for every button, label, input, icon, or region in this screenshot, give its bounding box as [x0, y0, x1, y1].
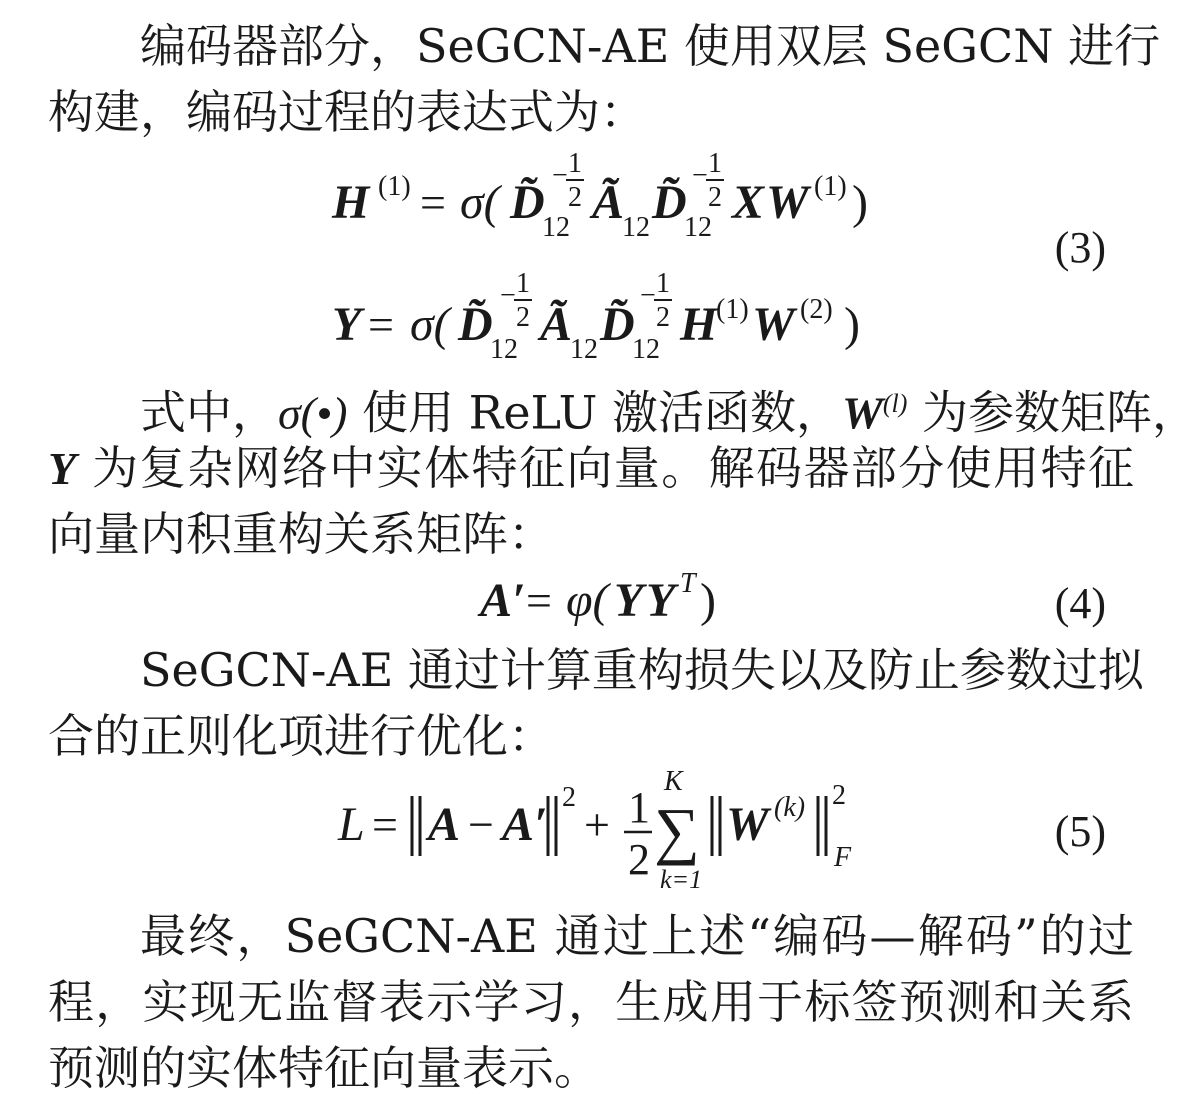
eq3-l2-lhs: Y: [332, 298, 362, 351]
eq3-l1-D1-exp-den: 2: [568, 182, 582, 213]
eq3-l1-A: Ã: [592, 176, 625, 229]
equation-4-number: ( 4 ): [1055, 578, 1106, 629]
eq3-l2-D1: D̃: [458, 298, 493, 351]
eq3-l2-D1-exp-den: 2: [516, 302, 530, 333]
eq5-W: W: [726, 798, 769, 851]
paragraph-3-line-1: SeGCN-AE 通过计算重构损失以及防止参数过拟: [140, 643, 1144, 697]
eq3-l2-close: ): [844, 298, 860, 351]
eq3-l2-D2: D̃: [600, 298, 635, 351]
eq3-l1-D2-minus: −: [692, 160, 708, 191]
eq3-l2-sigma: σ(: [410, 298, 450, 351]
eq3-l1-lhs: H: [332, 176, 370, 229]
paragraph-4-line-1: 最终，SeGCN-AE 通过上述“编码—解码”的过: [140, 909, 1134, 963]
eq5-W-sup: (k): [774, 792, 806, 823]
eq3-l1-lhs-sup: (1): [378, 171, 411, 202]
eq3-l2-W-sup: (2): [800, 294, 833, 325]
equation-5-number: ( 5 ): [1055, 806, 1106, 857]
eq5-lhs: L: [338, 798, 365, 851]
eq3-l1-W: W: [766, 176, 809, 229]
eq3-l2-A-sub: 12: [570, 334, 598, 365]
eq3-l1-D1-minus: −: [552, 160, 568, 191]
paragraph-4-line-2: 程，实现无监督表示学习，生成用于标签预测和关系: [48, 975, 1134, 1029]
eq3-l2-D2-exp-num: 1: [656, 268, 670, 299]
eq5-plus: +: [584, 799, 610, 850]
paragraph-4-line-3: 预测的实体特征向量表示。: [48, 1041, 600, 1095]
eq4-close: ): [700, 574, 716, 627]
eq5-A2: A′: [502, 798, 548, 851]
eq5-sum-top: K: [664, 766, 683, 797]
equation-4: [0, 566, 1164, 636]
eq3-l1-D2-sub: 12: [684, 212, 712, 243]
p2-text-b2: 为复杂网络中实体特征向量。解码器部分使用特征: [76, 441, 1134, 495]
eq3-l2-equals: =: [368, 299, 394, 350]
eq3-l2-W: W: [752, 298, 795, 351]
eq4-phi: φ(: [566, 574, 609, 627]
p2-W-sup: (l): [882, 389, 908, 418]
eq3-l2-D1-sub: 12: [490, 334, 518, 365]
p2-text-a: 式中，: [140, 385, 278, 440]
eq4-Y2: Y: [646, 574, 676, 627]
paragraph-1-line-1: 编码器部分，SeGCN-AE 使用双层 SeGCN 进行: [140, 19, 1161, 73]
paragraph-2-line-1: [140, 372, 1198, 440]
p2-text-f: 为参数矩阵，: [907, 385, 1198, 440]
eq3-l1-W-sup: (1): [814, 171, 847, 202]
eq4-lhs: A′: [480, 574, 526, 627]
eq4-T: T: [680, 568, 696, 599]
eq5-sum-bottom: k=1: [660, 865, 703, 894]
paragraph-2-line-3: 向量内积重构关系矩阵：: [48, 507, 554, 561]
eq4-Y1: Y: [614, 574, 644, 627]
eq3-l1-D2-exp-den: 2: [708, 182, 722, 213]
eq5-minus: −: [468, 799, 494, 850]
eq5-norm-sub: F: [834, 842, 852, 873]
p2-text-c: 使用 ReLU 激活函数，: [347, 385, 842, 440]
eq5-A: A: [428, 798, 461, 851]
p2-W: W: [841, 387, 883, 439]
eq5-frac-den: 2: [628, 835, 650, 884]
eq5-norm-sup: 2: [832, 780, 846, 811]
eq3-l2-H-sup: (1): [716, 294, 749, 325]
eq3-l2-D2-exp-den: 2: [656, 302, 670, 333]
eq3-l1-D1: D̃: [510, 176, 545, 229]
eq3-l2-A: Ã: [540, 298, 573, 351]
eq3-l1-equals: =: [420, 177, 446, 228]
eq3-l1-D1-exp-num: 1: [568, 148, 582, 179]
eq3-l1-D2-exp-num: 1: [708, 148, 722, 179]
eq3-l2-D2-minus: −: [640, 280, 656, 311]
p2-Y: Y: [48, 443, 77, 494]
paragraph-1-line-2: 构建，编码过程的表达式为：: [48, 85, 646, 139]
eq5-frac-num: 1: [628, 783, 650, 832]
eq3-l1-X: X: [732, 176, 765, 229]
eq3-l1-sigma: σ(: [460, 176, 500, 229]
eq3-l1-A-sub: 12: [622, 212, 650, 243]
eq3-l2-H: H: [680, 298, 718, 351]
eq5-sq: 2: [562, 782, 576, 813]
p2-sigma: σ(•): [278, 387, 348, 439]
eq3-l1-D2: D̃: [652, 176, 687, 229]
eq5-equals: =: [372, 799, 398, 850]
eq3-l2-D2-sub: 12: [632, 334, 660, 365]
paragraph-2-line-2: [48, 436, 1134, 500]
eq4-equals: =: [526, 575, 552, 626]
equation-3: [0, 140, 1164, 370]
eq3-l1-D1-sub: 12: [542, 212, 570, 243]
eq3-l2-D1-exp-num: 1: [516, 268, 530, 299]
eq5-sum: ∑: [654, 795, 700, 866]
equation-3-number: ( 3 ): [1055, 222, 1106, 273]
equation-5: [0, 766, 1164, 900]
paragraph-3-line-2: 合的正则化项进行优化：: [48, 709, 554, 763]
eq3-l2-D1-minus: −: [500, 280, 516, 311]
eq3-l1-close: ): [852, 176, 868, 229]
